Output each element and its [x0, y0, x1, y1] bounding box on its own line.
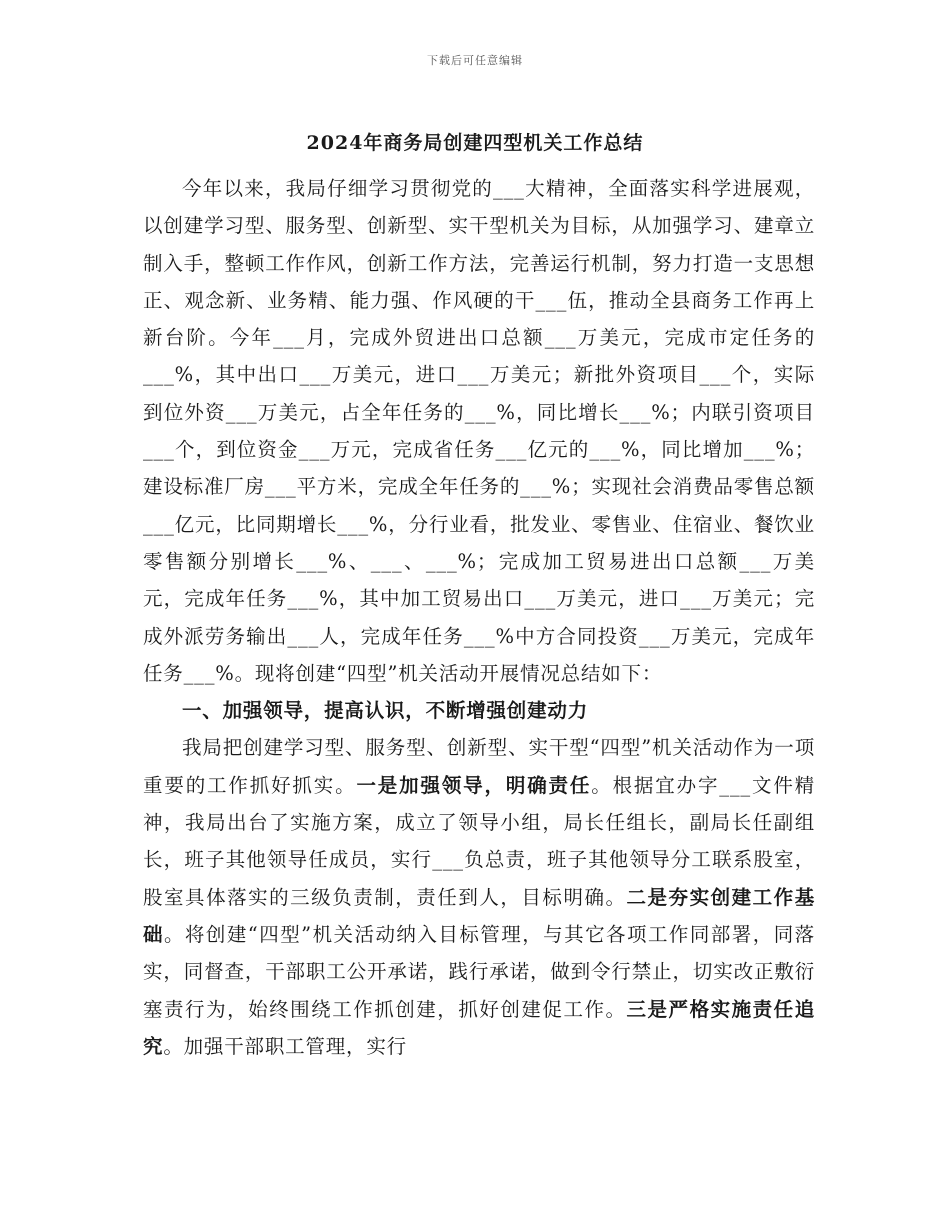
section-1-heading: 一、加强领导，提高认识，不断增强创建动力	[182, 699, 589, 723]
section-1-paragraph	[143, 729, 815, 1065]
section-1-text-end: 。加强干部职工管理，实行	[163, 1034, 407, 1058]
section-1-point-1: 一是加强领导，明确责任	[356, 773, 592, 797]
document-body	[143, 170, 815, 1065]
document-title: 2024年商务局创建四型机关工作总结	[306, 132, 644, 154]
intro-paragraph: 今年以来，我局仔细学习贯彻党的___大精神，全面落实科学进展观，以创建学习型、服务型、创新型、实干型机关为目标，从加强学习、建章立制入手，整顿工作作风，创新工作方法，完善运行机制，努力打造一支思想正、观念新、业务精、能力强、作风硬的干___伍，推动全县商务工作再上新台阶。今年___月，完成外贸进出口总额___万美元，完成市定任务的___%，其中出口___万美元，进口___万美元；新批外资项目___个，实际到位外资___万美元，占全年任务的___%，同比增长___%；内联引资项目___个，到位资金___万元，完成省任务___亿元的___%，同比增加___%；建设标准厂房___平方米，完成全年任务的___%；实现社会消费品零售总额___亿元，比同期增长___%，分行业看，批发业、零售业、住宿业、餐饮业零售额分别增长___%、___、___%；完成加工贸易进出口总额___万美元，完成年任务___%，其中加工贸易出口___万美元，进口___万美元；完成外派劳务输出___人，完成年任务___%中方合同投资___万美元，完成年任务___%。现将创建“四型”机关活动开展情况总结如下：	[143, 177, 815, 685]
section-1-point-2: 二是夯实创建工作基础	[143, 885, 815, 946]
header-note: 下载后可任意编辑	[427, 54, 523, 67]
section-1-text-start: 我局把创建学习型、服务型、创新型、实干型“四型”机关活动作为一项重要的工作抓好抓实。	[143, 736, 815, 797]
section-1-text-mid-2: 。将创建“四型”机关活动纳入目标管理，与其它各项工作同部署，同落实，同督查，干部职工公开承诺，践行承诺，做到令行禁止，切实改正敷衍塞责行为，始终围绕工作抓创建，抓好创建促工作。	[143, 922, 815, 1021]
section-1-point-3: 三是严格实施责任追究	[143, 997, 815, 1058]
section-1-text-mid-1: 。根据宜办字___文件精神，我局出台了实施方案，成立了领导小组，局长任组长，副局长任副组长，班子其他领导任成员，实行___负总责，班子其他领导分工联系股室，股室具体落实的三级负责制，责任到人，目标明确。	[143, 773, 815, 909]
